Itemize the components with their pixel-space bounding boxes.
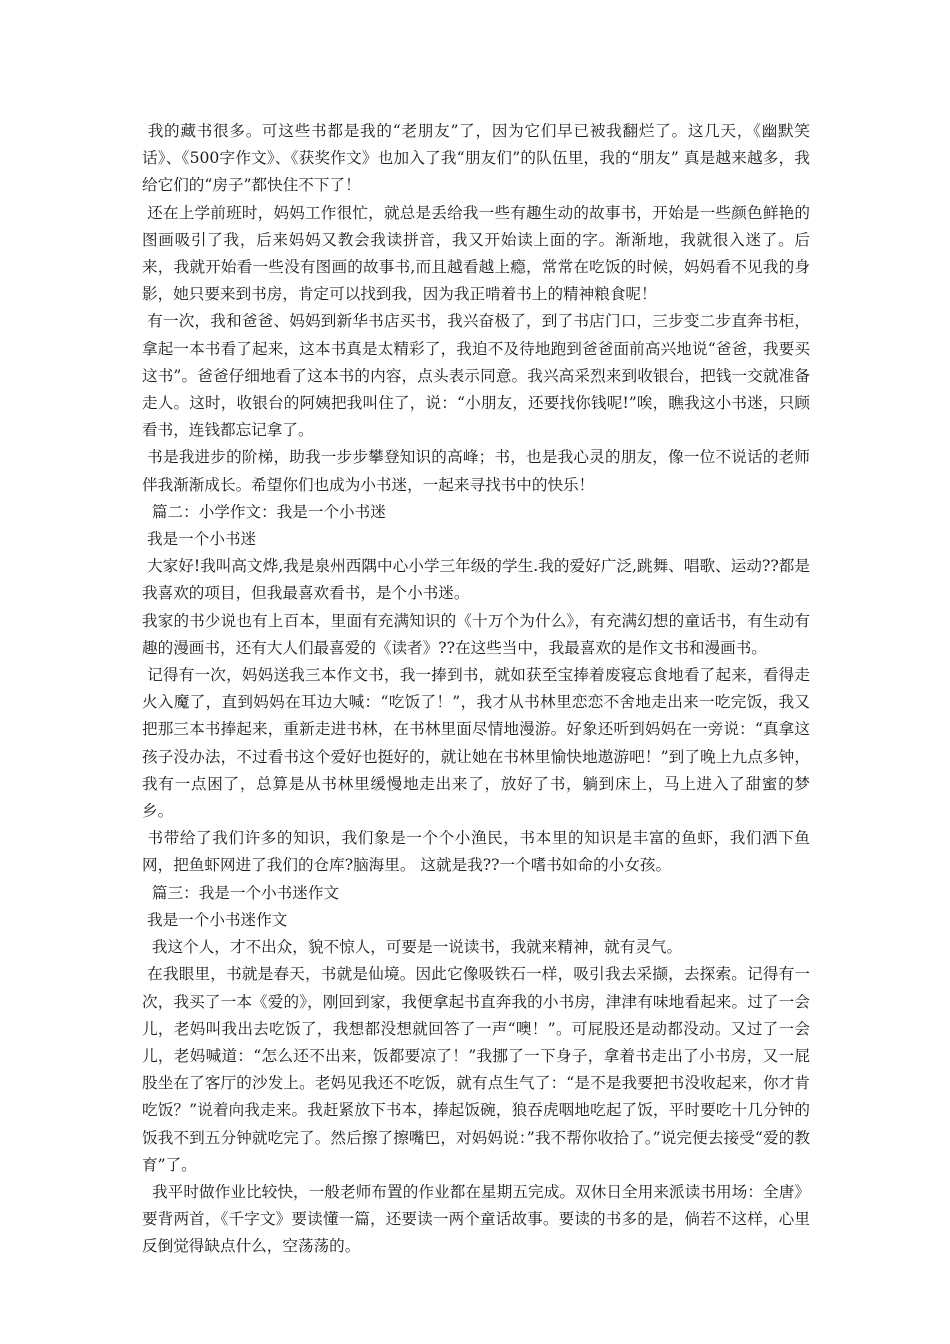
paragraph: 大家好!我叫高文烨,我是泉州西隅中心小学三年级的学生.我的爱好广泛,跳舞、唱歌、运动??都是我喜欢的项目，但我最喜欢看书，是个小书迷。 (142, 557, 810, 603)
article-title: 我是一个小书迷 (142, 530, 257, 549)
paragraph: 有一次，我和爸爸、妈妈到新华书店买书，我兴奋极了，到了书店门口，三步变二步直奔书柜，拿起一本书看了起来，这本书真是太精彩了，我迫不及待地跑到爸爸面前高兴地说“爸爸，我要买这书”。爸爸仔细地看了这本书的内容，点头表示同意。我兴高采烈来到收银台，把钱一交就准备走人。这时，收银台的阿姨把我叫住了，说：“小朋友，还要找你钱呢!”唉，瞧我这小书迷，只顾看书，连钱都忘记拿了。 (142, 312, 810, 440)
paragraph: 还在上学前班时，妈妈工作很忙，就总是丢给我一些有趣生动的故事书，开始是一些颜色鲜艳的图画吸引了我，后来妈妈又教会我读拼音，我又开始读上面的字。渐渐地，我就很入迷了。后来，我就开始看一些没有图画的故事书,而且越看越上瘾，常常在吃饭的时候，妈妈看不见我的身影，她只要来到书房，肯定可以找到我，因为我正啃着书上的精神粮食呢！ (142, 203, 810, 304)
paragraph: 书带给了我们许多的知识，我们象是一个个小渔民，书本里的知识是丰富的鱼虾，我们洒下鱼网，把鱼虾网进了我们的仓库?脑海里。 这就是我??一个嗜书如命的小女孩。 (142, 829, 810, 875)
section-heading: 篇二：小学作文：我是一个小书迷 (142, 502, 386, 521)
paragraph: 记得有一次，妈妈送我三本作文书，我一捧到书，就如获至宝捧着废寝忘食地看了起来，看得走火入魔了，直到妈妈在耳边大喊：“吃饭了！”，我才从书林里恋恋不舍地走出来一吃完饭，我又把那三本书捧起来，重新走进书林，在书林里面尽情地漫游。好象还听到妈妈在一旁说：“真拿这孩子没办法，不过看书这个爱好也挺好的，就让她在书林里愉快地遨游吧！”到了晚上九点多钟，我有一点困了，总算是从书林里缓慢地走出来了，放好了书，躺到床上，马上进入了甜蜜的梦乡。 (142, 666, 810, 821)
paragraph: 我家的书少说也有上百本，里面有充满知识的《十万个为什么》，有充满幻想的童话书，有生动有趣的漫画书，还有大人们最喜爱的《读者》??在这些当中，我最喜欢的是作文书和漫画书。 (142, 611, 810, 657)
article-title: 我是一个小书迷作文 (142, 910, 288, 929)
paragraph: 我平时做作业比较快，一般老师布置的作业都在星期五完成。双休日全用来派读书用场：全唐》要背两首，《千字文》要读懂一篇，还要读一两个童话故事。要读的书多的是，倘若不这样，心里反倒觉得缺点什么，空荡荡的。 (142, 1182, 810, 1256)
paragraph-intro: 我的藏书很多。可这些书都是我的“老朋友”了，因为它们早已被我翻烂了。这几天，《幽默笑话》、《500字作文》、《获奖作文》也加入了我“朋友们”的队伍里，我的“朋友” 真是越来越多，我给它们的“房子”都快住不下了！ (142, 122, 810, 195)
document-page (142, 118, 810, 1261)
paragraph: 书是我进步的阶梯，助我一步步攀登知识的高峰；书，也是我心灵的朋友，像一位不说话的老师伴我渐渐成长。希望你们也成为小书迷，一起来寻找书中的快乐！ (142, 448, 810, 494)
paragraph: 我这个人，才不出众，貌不惊人，可要是一说读书，我就来精神，就有灵气。 (142, 938, 683, 957)
paragraph: 在我眼里，书就是春天，书就是仙境。因此它像吸铁石一样，吸引我去采撷，去探索。记得有一次，我买了一本《爱的》，刚回到家，我便拿起书直奔我的小书房，津津有味地看起来。过了一会儿，老妈叫我出去吃饭了，我想都没想就回答了一声“噢！”。可屁股还是动都没动。又过了一会儿，老妈喊道：“怎么还不出来，饭都要凉了！”我挪了一下身子，拿着书走出了小书房，又一屁股坐在了客厅的沙发上。老妈见我还不吃饭，就有点生气了：“是不是我要把书没收起来，你才肯吃饭？”说着向我走来。我赶紧放下书本，捧起饭碗，狼吞虎咽地吃起了饭，平时要吃十几分钟的饭我不到五分钟就吃完了。然后擦了擦嘴巴，对妈妈说：”我不帮你收拾了。”说完便去接受“爱的教育”了。 (142, 965, 810, 1174)
section-heading: 篇三：我是一个小书迷作文 (142, 883, 340, 902)
